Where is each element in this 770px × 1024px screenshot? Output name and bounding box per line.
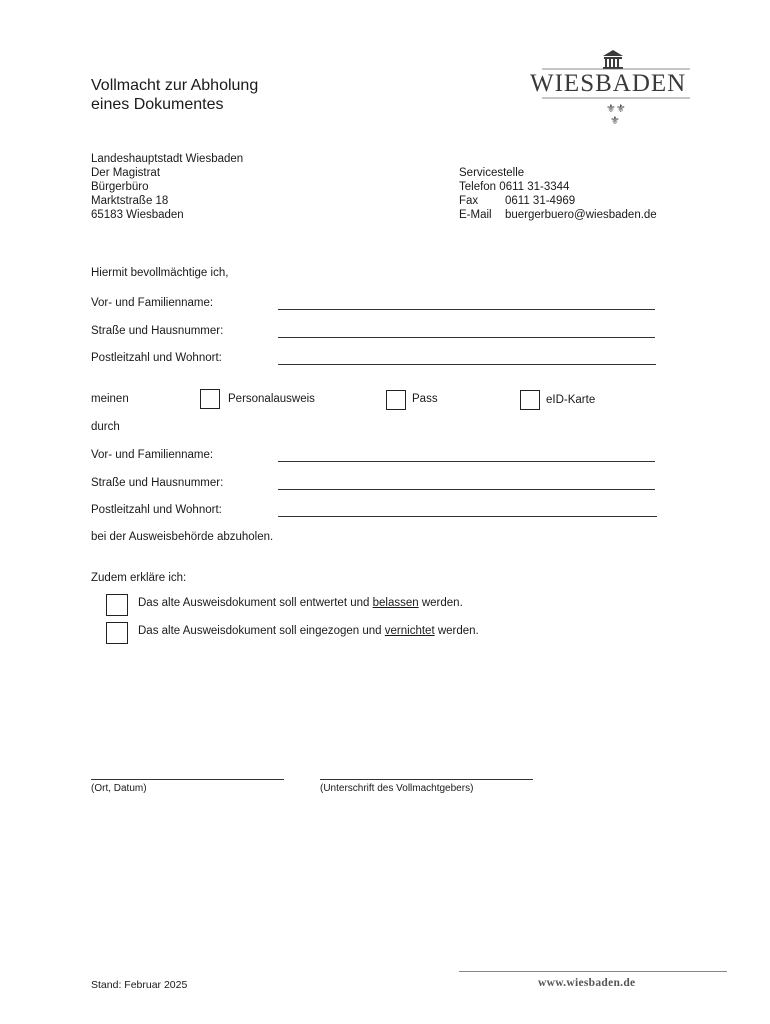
svg-text:⚜: ⚜ — [610, 114, 620, 127]
grantee-street-label: Straße und Hausnummer: — [91, 477, 224, 489]
address-block-left — [91, 152, 243, 222]
fax-value: 0611 31-4969 — [505, 195, 576, 207]
option-vernichtet-text — [138, 625, 479, 637]
fax-label: Fax — [459, 195, 479, 207]
pass-checkbox[interactable] — [386, 390, 406, 410]
address-line: Der Magistrat — [91, 167, 161, 179]
eid-karte-checkbox[interactable] — [520, 390, 540, 410]
address-line: Marktstraße 18 — [91, 195, 169, 207]
grantor-city-field[interactable] — [278, 364, 656, 365]
page-title — [91, 76, 258, 114]
address-line: Landeshauptstadt Wiesbaden — [91, 153, 244, 165]
entwertet-checkbox[interactable] — [106, 594, 128, 616]
address-block-right — [459, 166, 657, 222]
grantee-name-label: Vor- und Familienname: — [91, 449, 214, 461]
pass-label: Pass — [412, 393, 438, 405]
closing-text: bei der Ausweisbehörde abzuholen. — [91, 531, 274, 543]
lily-icon — [520, 46, 700, 130]
address-line: 65183 Wiesbaden — [91, 209, 184, 221]
stand-text: Stand: Februar 2025 — [91, 979, 188, 991]
personalausweis-checkbox[interactable] — [200, 389, 220, 409]
grantor-name-field[interactable] — [278, 309, 655, 310]
wiesbaden-logo — [520, 46, 700, 130]
grantor-street-field[interactable] — [278, 337, 655, 338]
logo-wordmark: WIESBADEN — [530, 70, 687, 97]
signature-line[interactable] — [320, 779, 533, 780]
option-belassen-post: werden. — [418, 597, 463, 609]
service-label: Servicestelle — [459, 167, 525, 179]
grantee-city-field[interactable] — [278, 516, 657, 517]
option-vernichtet-post: werden. — [434, 625, 479, 637]
phone-row — [459, 180, 657, 194]
footer-rule — [459, 971, 727, 972]
grantee-name-field[interactable] — [278, 461, 655, 462]
email-value[interactable]: buergerbuero@wiesbaden.de — [505, 209, 657, 221]
footer-url[interactable]: www.wiesbaden.de — [538, 977, 636, 989]
title-line-2: eines Dokumentes — [91, 96, 224, 113]
declare-text: Zudem erkläre ich: — [91, 572, 187, 584]
personalausweis-label: Personalausweis — [228, 393, 315, 405]
option-vernichtet-pre: Das alte Ausweisdokument soll eingezogen und — [138, 625, 385, 637]
place-date-line[interactable] — [91, 779, 284, 780]
grantor-street-label: Straße und Hausnummer: — [91, 325, 224, 337]
phone-label: Telefon — [459, 181, 497, 193]
fax-row — [459, 194, 657, 208]
email-label: E-Mail — [459, 209, 492, 221]
option-belassen-pre: Das alte Ausweisdokument soll entwertet und — [138, 597, 373, 609]
eid-karte-label: eID-Karte — [546, 394, 596, 406]
title-line-1: Vollmacht zur Abholung — [91, 77, 259, 94]
email-row — [459, 208, 657, 222]
grantee-street-field[interactable] — [278, 489, 655, 490]
intro-text: Hiermit bevollmächtige ich, — [91, 267, 229, 279]
eingezogen-checkbox[interactable] — [106, 622, 128, 644]
option-belassen-underlined: belassen — [372, 597, 419, 609]
option-vernichtet-underlined: vernichtet — [384, 625, 435, 637]
grantor-name-label: Vor- und Familienname: — [91, 297, 214, 309]
grantee-city-label: Postleitzahl und Wohnort: — [91, 504, 222, 516]
option-belassen-text — [138, 597, 463, 609]
meinen-text: meinen — [91, 393, 129, 405]
phone-value: 0611 31-3344 — [499, 181, 570, 193]
signature-label: (Unterschrift des Vollmachtgebers) — [320, 783, 474, 794]
grantor-city-label: Postleitzahl und Wohnort: — [91, 352, 222, 364]
place-date-label: (Ort, Datum) — [91, 783, 147, 794]
svg-text:⚜⚜: ⚜⚜ — [606, 102, 626, 115]
address-line: Bürgerbüro — [91, 181, 149, 193]
durch-text: durch — [91, 421, 120, 433]
